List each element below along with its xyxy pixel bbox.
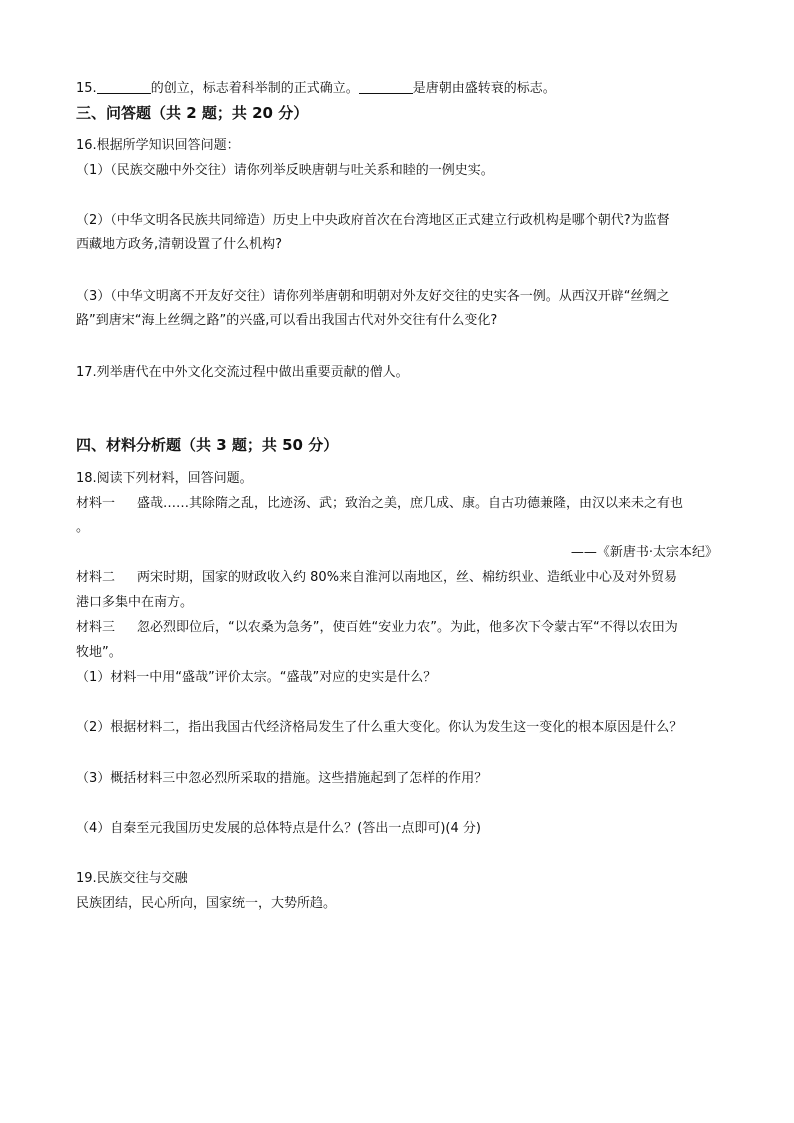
material-2: 材料二 两宋时期，国家的财政收入约 80%来自淮河以南地区，丝、棉纺织业、造纸业中心及对外贸易: [76, 570, 678, 585]
question-18-part-3: （3）概括材料三中忽必烈所采取的措施。这些措施起到了怎样的作用？: [76, 771, 488, 786]
question-16-stem: 16.根据所学知识回答问题：: [76, 138, 240, 153]
question-17: 17.列举唐代在中外文化交流过程中做出重要贡献的僧人。: [76, 365, 409, 380]
question-16-part-3b: 路”到唐宋“海上丝绸之路”的兴盛,可以看出我国古代对外交往有什么变化?: [76, 313, 498, 328]
question-16-part-1: （1）（民族交融中外交往）请你列举反映唐朝与吐关系和睦的一例史实。: [76, 163, 494, 178]
question-16-part-2a: （2）（中华文明各民族共同缔造）历史上中央政府首次在台湾地区正式建立行政机构是哪个朝代?为监督: [76, 213, 670, 228]
question-19-stem: 19.民族交往与交融: [76, 871, 188, 886]
material-3: 材料三 忽必烈即位后，“以农桑为急务”，使百姓“安业力农”。为此，他多次下令蒙古军“不得以农田为: [76, 620, 678, 635]
material-1-cont: 。: [76, 520, 90, 535]
section-3-title: 三、问答题（共 2 题；共 20 分）: [76, 104, 309, 122]
question-18-part-2: （2）根据材料二，指出我国古代经济格局发生了什么重大变化。你认为发生这一变化的根本原因是什么？: [76, 720, 683, 735]
question-16-part-3a: （3）（中华文明离不开友好交往）请你列举唐朝和明朝对外友好交往的史实各一例。从西汉开辟“丝绸之: [76, 289, 670, 304]
question-18-part-4: （4）自秦至元我国历史发展的总体特点是什么？(答出一点即可)(4 分): [76, 821, 481, 836]
material-1: 材料一 盛哉……其除隋之乱，比迹汤、武；致治之美，庶几成、康。自古功德兼隆，由汉以来未之有也: [76, 496, 684, 511]
question-18-stem: 18.阅读下列材料，回答问题。: [76, 471, 253, 486]
material-2-cont: 港口多集中在南方。: [76, 595, 194, 610]
material-3-cont: 牧地”。: [76, 645, 122, 660]
material-1-source: ——《新唐书·太宗本纪》: [570, 545, 718, 560]
answer-blank[interactable]: [97, 80, 151, 94]
section-4-title: 四、材料分析题（共 3 题；共 50 分）: [76, 436, 339, 454]
answer-blank[interactable]: [359, 80, 413, 94]
question-15: 15. 的创立，标志着科举制的正式确立。 是唐朝由盛转衰的标志。: [76, 81, 556, 96]
question-18-part-1: （1）材料一中用“盛哉”评价太宗。“盛哉”对应的史实是什么？: [76, 670, 437, 685]
question-16-part-2b: 西藏地方政务,清朝设置了什么机构?: [76, 237, 283, 252]
question-19-line-1: 民族团结，民心所向，国家统一，大势所趋。: [76, 896, 337, 911]
